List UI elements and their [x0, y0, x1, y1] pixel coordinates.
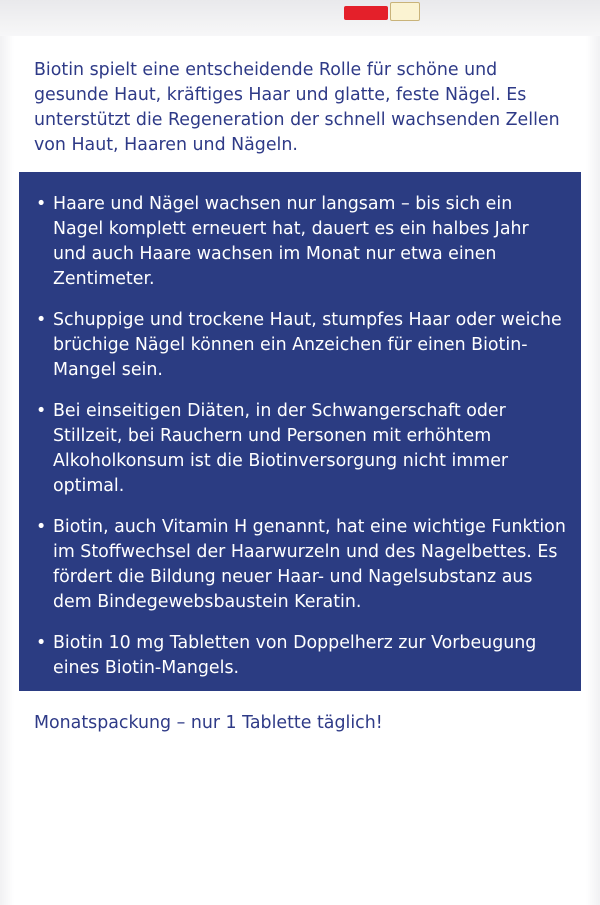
brand-logo-icon	[390, 2, 420, 21]
bullet-icon: •	[36, 401, 47, 421]
list-item	[36, 399, 566, 499]
list-item-text: Bei einseitigen Diäten, in der Schwangerschaft oder Stillzeit, bei Rauchern und Personen mit erhöhtem Alkoholkonsum ist die Biotinversorgung nicht immer optimal.	[53, 401, 509, 496]
flipped-brand-graphic	[0, 0, 600, 22]
list-item-text: Biotin 10 mg Tabletten von Doppelherz zur Vorbeugung eines Biotin-Mangels.	[53, 633, 537, 678]
bullet-icon: •	[36, 194, 47, 214]
intro-paragraph: Biotin spielt eine entscheidende Rolle für schöne und gesunde Haut, kräftiges Haar und glatte, feste Nägel. Es unterstützt die Regeneration der schnell wachsenden Zellen von Haut, Haaren und Nägeln.	[34, 60, 560, 155]
list-item-text: Schuppige und trockene Haut, stumpfes Haar oder weiche brüchige Nägel können ein Anzeichen für einen Biotin-Mangel sein.	[53, 310, 562, 380]
list-item	[36, 631, 566, 681]
list-item-text: Biotin, auch Vitamin H genannt, hat eine wichtige Funktion im Stoffwechsel der Haarwurzeln und des Nagelbettes. Es fördert die Bildung neuer Haar- und Nagelsubstanz aus dem Bindegewebsbaustein Keratin.	[53, 517, 566, 612]
benefit-list	[36, 192, 566, 697]
bullet-icon: •	[36, 310, 47, 330]
list-item	[36, 308, 566, 383]
dosage-note: Monatspackung – nur 1 Tablette täglich!	[34, 713, 383, 733]
list-item	[36, 515, 566, 615]
list-item	[36, 192, 566, 292]
info-box	[19, 172, 581, 691]
list-item-text: Haare und Nägel wachsen nur langsam – bis sich ein Nagel komplett erneuert hat, dauert es ein halbes Jahr und auch Haare wachsen im Monat nur etwa einen Zentimeter.	[53, 194, 529, 289]
bullet-icon: •	[36, 633, 47, 653]
bullet-icon: •	[36, 517, 47, 537]
red-badge-icon	[344, 6, 388, 20]
flipped-brand-strip	[0, 0, 600, 22]
